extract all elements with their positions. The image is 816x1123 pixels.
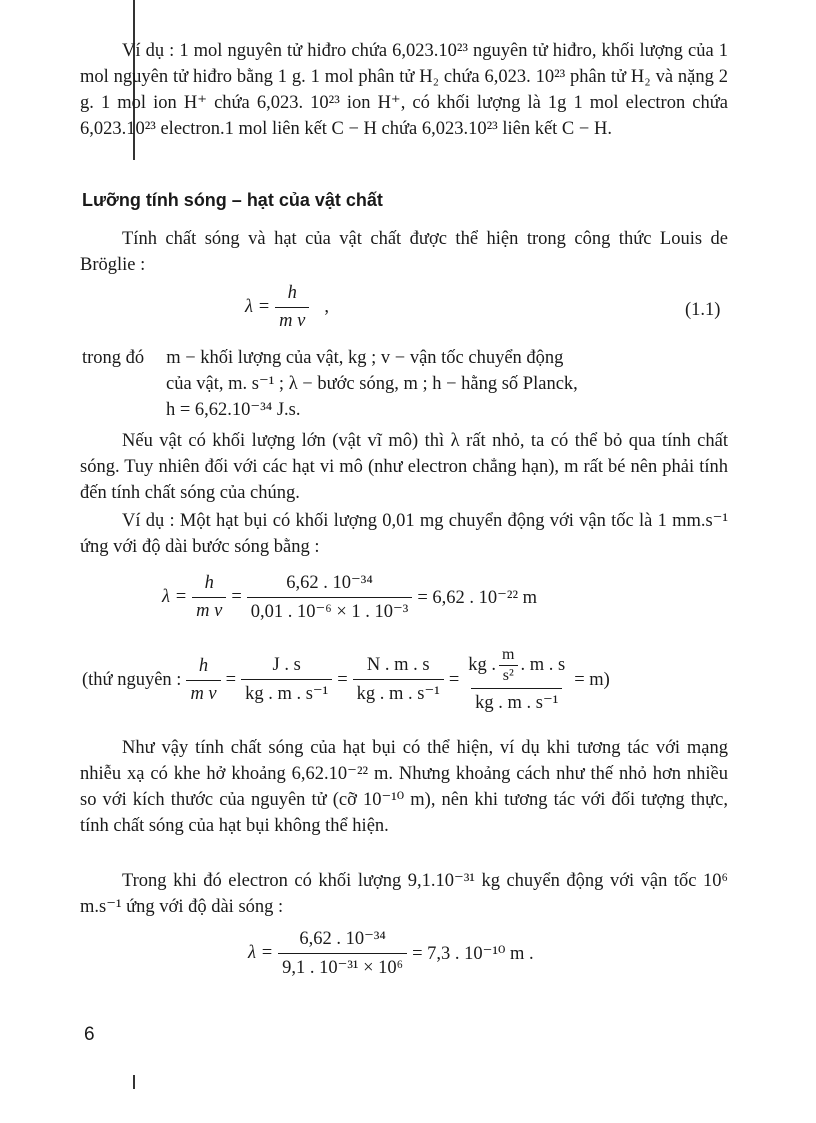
eq3-f3-numerator: N . m . s: [366, 655, 430, 675]
eq1-numerator: h: [287, 283, 297, 303]
eq3-f1-denominator: m v: [186, 680, 220, 705]
eq3-fraction-4: [464, 646, 569, 714]
dust-example-paragraph: Ví dụ : Một hạt bụi có khối lượng 0,01 mg chuyển động với vận tốc là 1 mm.s⁻¹ ứng với độ dài bước sóng bằng :: [80, 511, 728, 557]
eq2-lhs: λ =: [162, 587, 188, 607]
eq3-fraction-3: [353, 655, 444, 705]
equation-electron-wavelength: [248, 928, 534, 979]
defs-lead: trong đó: [82, 348, 145, 368]
eq3-fraction-2: [241, 655, 332, 705]
equation-de-broglie: [245, 283, 329, 332]
equation-dust-wavelength: [162, 572, 537, 623]
eq2-f2-denominator: 0,01 . 10⁻⁶ × 1 . 10⁻³: [247, 597, 413, 623]
page-number: 6: [84, 1024, 95, 1045]
section-heading: Lưỡng tính sóng – hạt của vật chất: [82, 190, 383, 210]
eq2-f1-denominator: m v: [192, 597, 226, 622]
eq4-fraction: [278, 928, 407, 979]
eq4-numerator: 6,62 . 10⁻³⁴: [299, 929, 386, 949]
eq3-f2-denominator: kg . m . s⁻¹: [241, 679, 332, 705]
eq3-equals-3: =: [448, 669, 460, 690]
eq3-f4-num-a: kg .: [468, 655, 497, 675]
eq3-f4-inner-numerator: m: [502, 646, 515, 663]
eq3-fraction-1: [186, 656, 220, 705]
defs-line-2: của vật, m. s⁻¹ ; λ − bước sóng, m ; h − hằng số Planck,: [166, 374, 578, 394]
eq1-lhs: λ =: [245, 297, 271, 317]
electron-paragraph: Trong khi đó electron có khối lượng 9,1.10⁻³¹ kg chuyển động với vận tốc 10⁶ m.s⁻¹ ứng với độ dài sóng :: [80, 871, 728, 917]
equation-dimensions: [82, 646, 610, 714]
eq4-lhs: λ =: [248, 943, 274, 963]
eq3-equals-2: =: [337, 669, 348, 690]
eq3-equals-1: =: [225, 669, 237, 690]
eq1-tail: ,: [324, 297, 329, 317]
eq2-result: = 6,62 . 10⁻²² m: [417, 587, 538, 608]
eq2-f2-numerator: 6,62 . 10⁻³⁴: [286, 573, 373, 593]
macro-micro-paragraph: Nếu vật có khối lượng lớn (vật vĩ mô) thì λ rất nhỏ, ta có thể bỏ qua tính chất sóng. Tuy nhiên đối với các hạt vi mô (như electron chẳng hạn), m rất bé nên phải tính đến tính chất sóng của chúng.: [80, 431, 728, 503]
dust-conclusion-paragraph: Như vậy tính chất sóng của hạt bụi có thể hiện, ví dụ khi tương tác với mạng nhiễu xạ có khe hở khoảng 6,62.10⁻²² m. Nhưng khoảng cách như thế nhỏ hơn nhiều so với kích thước của nguyên tử (cỡ 10⁻¹⁰ m), nên khi tương tác với đối tượng thực, tính chất sóng của hạt bụi không thể hiện.: [80, 738, 728, 836]
scan-margin-tick: [133, 1075, 135, 1089]
intro-paragraph: Tính chất sóng và hạt của vật chất được thể hiện trong công thức Louis de Bröglie :: [80, 229, 728, 275]
eq3-lead: (thứ nguyên :: [82, 669, 182, 690]
eq3-f1-numerator: h: [198, 655, 209, 676]
eq2-fraction-2: [247, 572, 413, 623]
eq3-f2-numerator: J . s: [272, 655, 301, 675]
defs-line-3: h = 6,62.10⁻³⁴ J.s.: [166, 400, 301, 420]
eq1-denominator: m v: [275, 307, 309, 332]
eq3-f4-inner-denominator: s²: [499, 665, 518, 685]
example-paragraph-1: Ví dụ : 1 mol nguyên tử hiđro chứa 6,023.10²³ nguyên tử hiđro, khối lượng của 1 mol nguyên tử hiđro bằng 1 g. 1 mol phân tử H₂ chứa 6,023. 10²³ phân tử H₂ và nặng 2 g. 1 mol ion H⁺ chứa 6,023. 10²³ ion H⁺, có khối lượng là 1g 1 mol electron chứa 6,023.10²³ electron.1 mol liên kết C − H chứa 6,023.10²³ liên kết C − H.: [80, 41, 728, 139]
eq3-f4-num-b: . m . s: [520, 655, 566, 675]
defs-line-1: m − khối lượng của vật, kg ; v − vận tốc chuyển động: [166, 348, 564, 368]
eq4-denominator: 9,1 . 10⁻³¹ × 10⁶: [278, 953, 407, 979]
variable-definitions: [82, 345, 732, 423]
eq2-f1-numerator: h: [204, 573, 214, 593]
eq3-tail: = m): [574, 669, 610, 690]
eq4-result: = 7,3 . 10⁻¹⁰ m .: [412, 943, 534, 964]
eq3-f4-denominator: kg . m . s⁻¹: [471, 688, 562, 714]
equation-number: (1.1): [685, 300, 721, 320]
eq3-f3-denominator: kg . m . s⁻¹: [353, 679, 444, 705]
eq3-f4-inner-fraction: [498, 646, 518, 685]
eq2-fraction-1: [192, 573, 226, 622]
eq1-fraction: [275, 283, 309, 332]
eq2-equals: =: [231, 587, 242, 607]
eq3-f4-numerator: [464, 646, 569, 688]
